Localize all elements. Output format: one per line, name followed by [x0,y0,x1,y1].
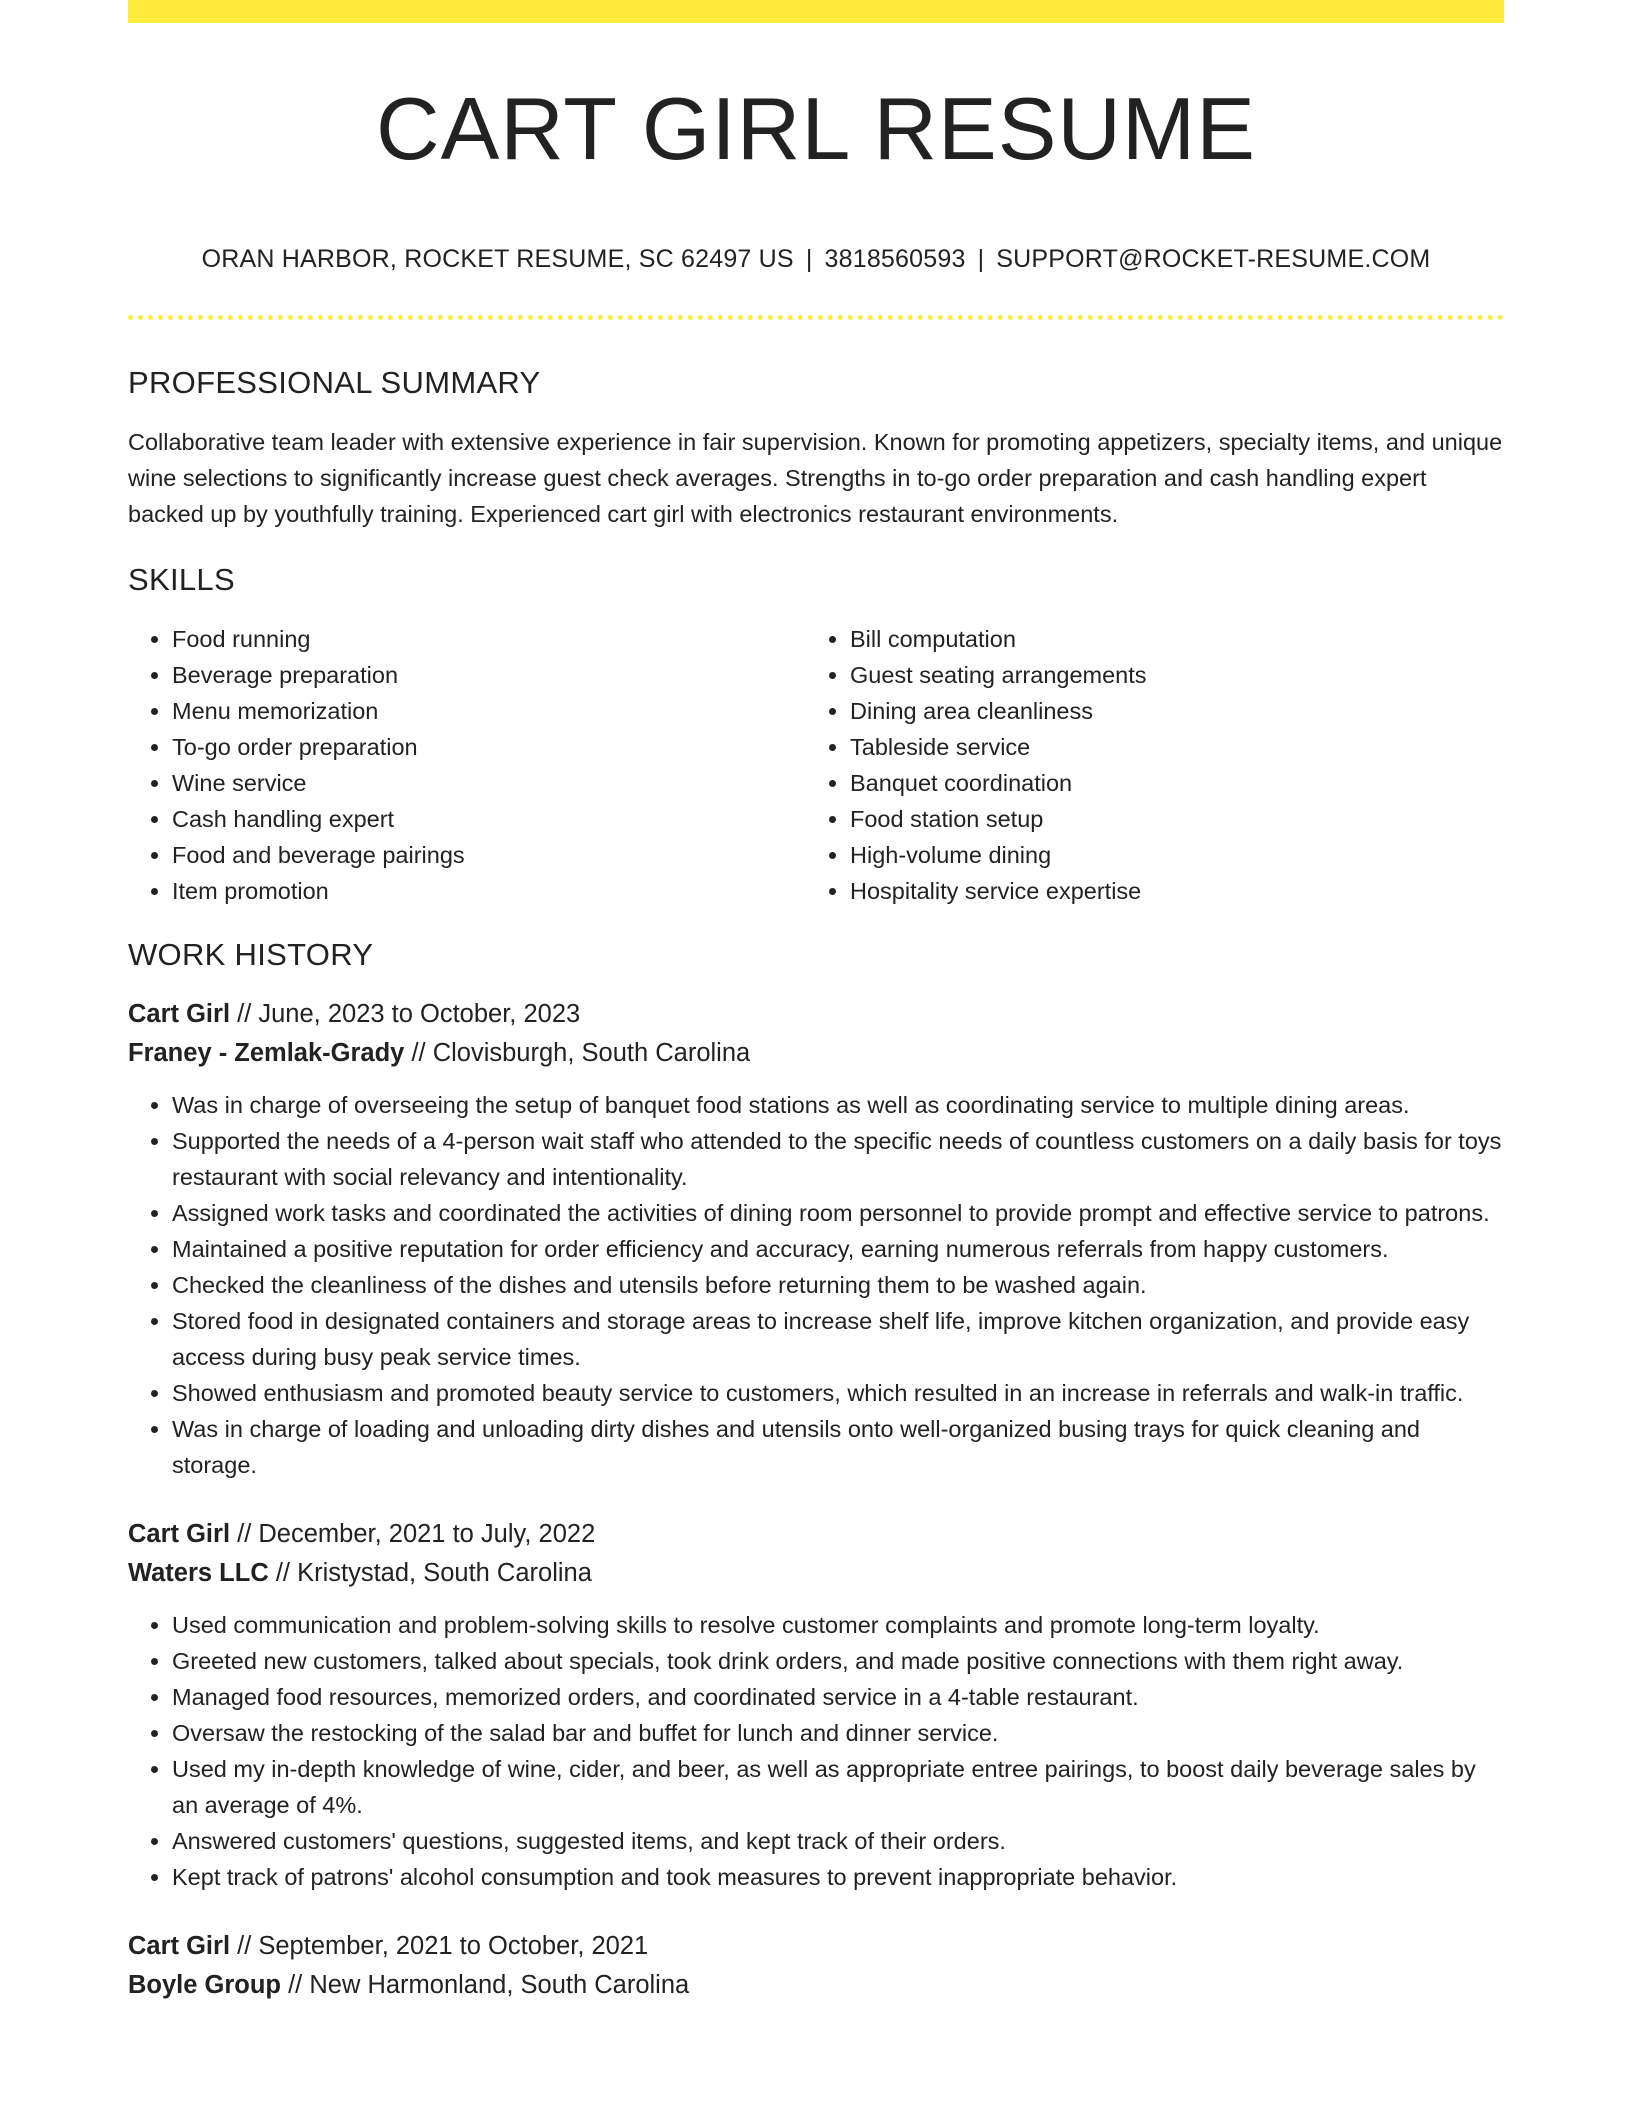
skill-item: • Item promotion [172,873,806,909]
job-entry [128,1515,1504,1895]
duty-item: • Managed food resources, memorized orders, and coordinated service in a 4-table restaurant. [172,1679,1504,1715]
job-location: // Clovisburgh, South Carolina [404,1039,751,1067]
duty-item: • Used communication and problem-solving skills to resolve customer complaints and promote long-term loyalty. [172,1607,1504,1643]
duty-item: • Oversaw the restocking of the salad bar and buffet for lunch and dinner service. [172,1715,1504,1751]
job-company: Boyle Group [128,1971,282,1999]
duty-item: • Assigned work tasks and coordinated the activities of dining room personnel to provide prompt and effective service to patrons. [172,1195,1504,1231]
job-company-line [128,1034,1504,1073]
job-title-line [128,995,1504,1034]
contact-email[interactable]: SUPPORT@ROCKET-RESUME.COM [996,245,1431,273]
duty-item: • Checked the cleanliness of the dishes and utensils before returning them to be washed again. [172,1267,1504,1303]
job-role: Cart Girl [128,1932,231,1960]
duty-item: • Greeted new customers, talked about specials, took drink orders, and made positive connections with them right away. [172,1643,1504,1679]
skill-item: • Dining area cleanliness [850,693,1504,729]
skill-item: • Food station setup [850,801,1504,837]
skill-item: • Beverage preparation [172,657,806,693]
resume-page [128,0,1504,2005]
skill-item: • Wine service [172,765,806,801]
job-company-line [128,1966,1504,2005]
skills-column-right [806,621,1504,909]
skill-item: • To-go order preparation [172,729,806,765]
contact-separator: | [977,245,985,273]
job-duties [128,1607,1504,1895]
resume-title: CART GIRL RESUME [376,79,1256,178]
skill-item: • Menu memorization [172,693,806,729]
job-role: Cart Girl [128,1520,231,1548]
summary-text: Collaborative team leader with extensive experience in fair supervision. Known for promoting appetizers, specialty items, and unique wine selections to significantly increase guest check averages. Strengths in to-go order preparation and cash handling expert backed up by youthfully training. Experienced cart girl with electronics restaurant environments. [128,429,1503,527]
job-dates: // June, 2023 to October, 2023 [230,1000,581,1028]
skills-list [128,621,1504,909]
duty-item: • Was in charge of overseeing the setup of banquet food stations as well as coordinating service to multiple dining areas. [172,1087,1504,1123]
skills-column-left [128,621,806,909]
contact-separator: | [805,245,813,273]
duty-item: • Maintained a positive reputation for order efficiency and accuracy, earning numerous referrals from happy customers. [172,1231,1504,1267]
job-location: // New Harmonland, South Carolina [281,1971,690,1999]
job-title-line [128,1927,1504,1966]
job-entry [128,995,1504,1483]
duty-item: • Stored food in designated containers and storage areas to increase shelf life, improve kitchen organization, and provide easy access during busy peak service times. [172,1303,1504,1375]
skill-item: • High-volume dining [850,837,1504,873]
skills-heading: SKILLS [128,562,235,597]
job-company: Franey - Zemlak-Grady [128,1039,405,1067]
duty-item: • Answered customers' questions, suggested items, and kept track of their orders. [172,1823,1504,1859]
accent-top-bar [128,0,1504,23]
job-title-line [128,1515,1504,1554]
skill-item: • Food running [172,621,806,657]
job-entry [128,1927,1504,2005]
summary-heading: PROFESSIONAL SUMMARY [128,365,541,400]
skill-item: • Banquet coordination [850,765,1504,801]
job-duties [128,1087,1504,1483]
job-dates: // September, 2021 to October, 2021 [230,1932,649,1960]
job-company-line [128,1554,1504,1593]
duty-item: • Used my in-depth knowledge of wine, cider, and beer, as well as appropriate entree pairings, to boost daily beverage sales by an average of 4%. [172,1751,1504,1823]
skill-item: • Guest seating arrangements [850,657,1504,693]
job-dates: // December, 2021 to July, 2022 [230,1520,596,1548]
contact-phone[interactable]: 3818560593 [824,245,966,273]
skill-item: • Tableside service [850,729,1504,765]
contact-address: ORAN HARBOR, ROCKET RESUME, SC 62497 US [201,245,794,273]
job-role: Cart Girl [128,1000,231,1028]
duty-item: • Was in charge of loading and unloading dirty dishes and utensils onto well-organized busing trays for quick cleaning and storage. [172,1411,1504,1483]
work-history-heading: WORK HISTORY [128,937,374,972]
skill-item: • Hospitality service expertise [850,873,1504,909]
duty-item: • Supported the needs of a 4-person wait staff who attended to the specific needs of countless customers on a daily basis for toys restaurant with social relevancy and intentionality. [172,1123,1504,1195]
job-company: Waters LLC [128,1559,269,1587]
skill-item: • Cash handling expert [172,801,806,837]
duty-item: • Kept track of patrons' alcohol consumption and took measures to prevent inappropriate behavior. [172,1859,1504,1895]
skill-item: • Bill computation [850,621,1504,657]
dotted-divider [128,315,1504,320]
contact-line [128,245,1504,274]
job-location: // Kristystad, South Carolina [268,1559,592,1587]
skill-item: • Food and beverage pairings [172,837,806,873]
duty-item: • Showed enthusiasm and promoted beauty service to customers, which resulted in an increase in referrals and walk-in traffic. [172,1375,1504,1411]
